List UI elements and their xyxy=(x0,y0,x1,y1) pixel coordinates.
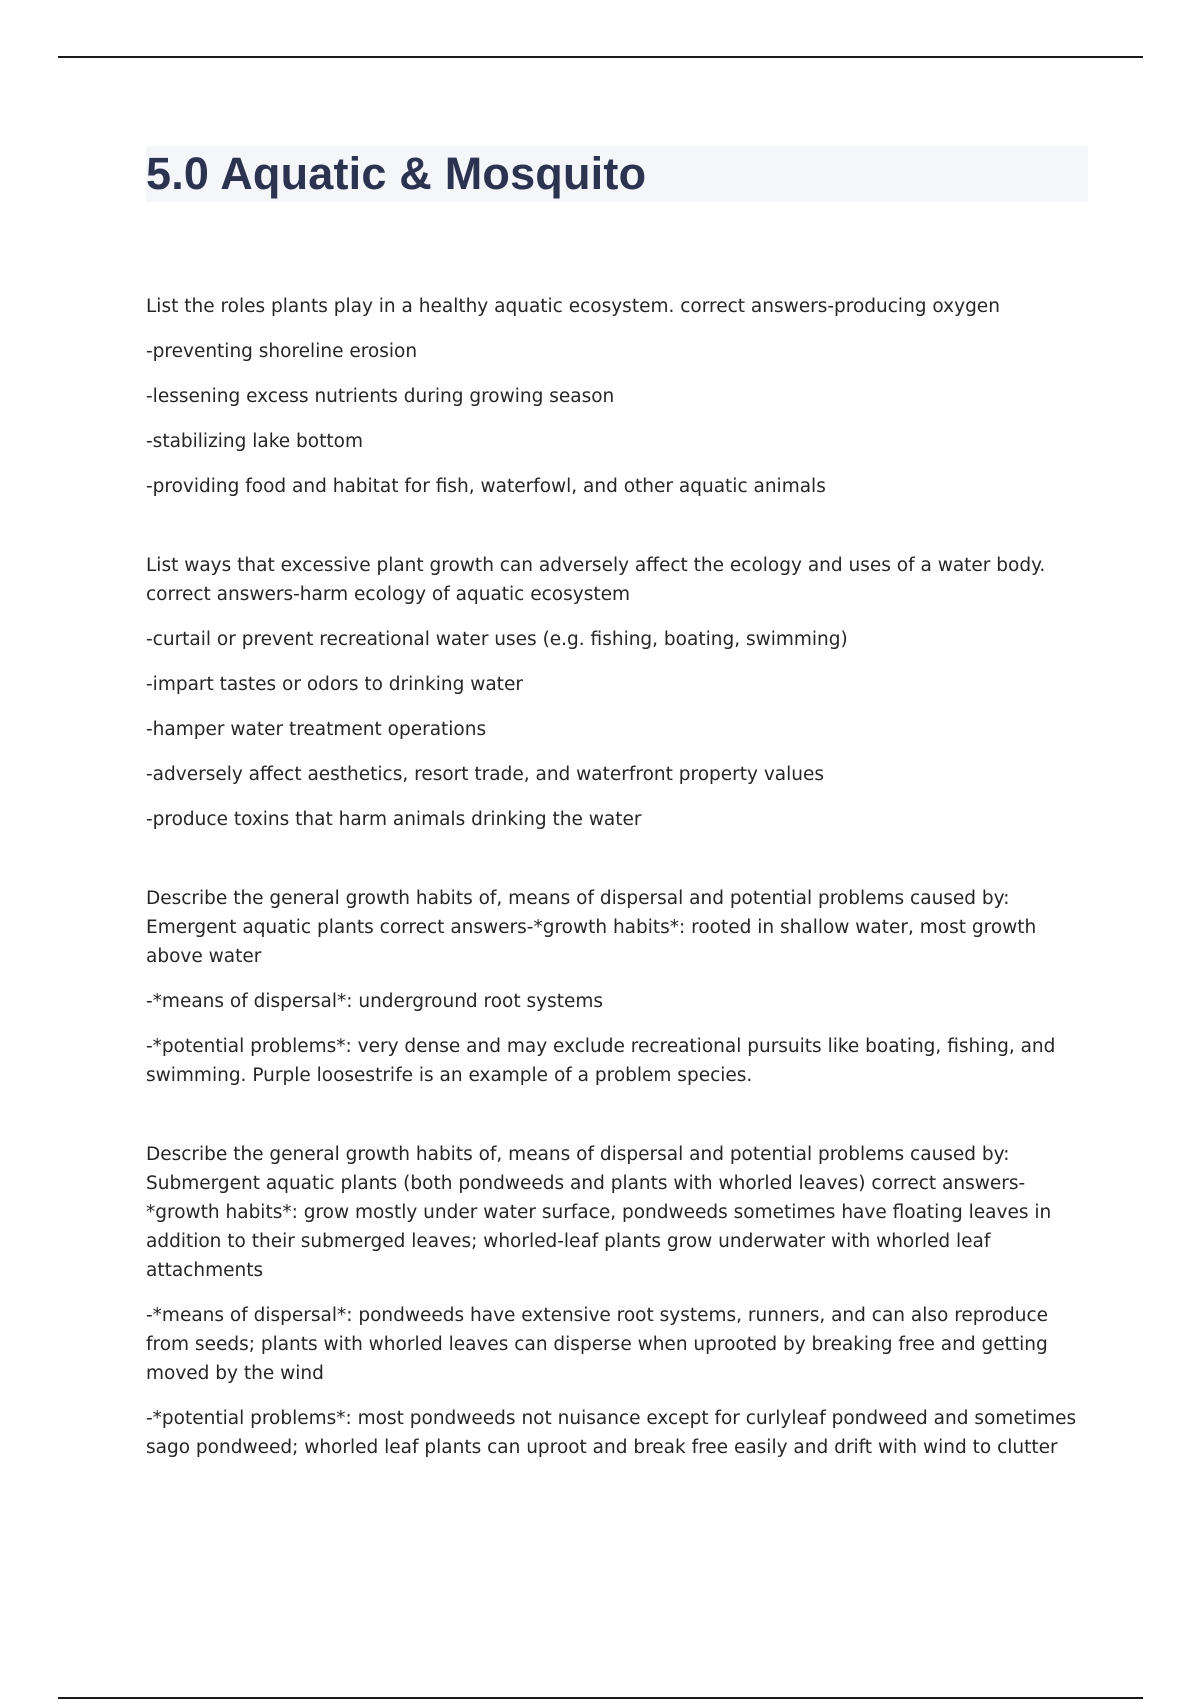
qa-paragraph: -providing food and habitat for fish, waterfowl, and other aquatic animals xyxy=(146,476,826,497)
qa-paragraph: List ways that excessive plant growth can adversely affect the ecology and uses of a water body. correct answers-harm ecology of aquatic ecosystem xyxy=(146,555,1046,605)
qa-paragraph: -adversely affect aesthetics, resort trade, and waterfront property values xyxy=(146,764,825,785)
qa-paragraph: -*means of dispersal*: pondweeds have extensive root systems, runners, and can also reproduce from seeds; plants with whorled leaves can disperse when uprooted by breaking free and getting moved by the wind xyxy=(146,1305,1049,1384)
document-body xyxy=(146,292,1086,1512)
qa-paragraph: Describe the general growth habits of, means of dispersal and potential problems caused by: Emergent aquatic plants correct answers-*growth habits*: rooted in shallow water, most growth above water xyxy=(146,888,1037,967)
qa-paragraph: -impart tastes or odors to drinking water xyxy=(146,674,523,695)
qa-paragraph: -*means of dispersal*: underground root systems xyxy=(146,991,604,1012)
qa-paragraph: -curtail or prevent recreational water uses (e.g. fishing, boating, swimming) xyxy=(146,629,848,650)
qa-paragraph: List the roles plants play in a healthy aquatic ecosystem. correct answers-producing oxygen xyxy=(146,296,1000,317)
qa-paragraph: -lessening excess nutrients during growing season xyxy=(146,386,615,407)
qa-paragraph: -stabilizing lake bottom xyxy=(146,431,363,452)
qa-paragraph: -*potential problems*: most pondweeds not nuisance except for curlyleaf pondweed and sometimes sago pondweed; whorled leaf plants can uproot and break free easily and drift with wind to clutter xyxy=(146,1408,1077,1458)
qa-block xyxy=(146,1140,1086,1462)
qa-block xyxy=(146,551,1086,834)
qa-paragraph: -preventing shoreline erosion xyxy=(146,341,418,362)
page-title: 5.0 Aquatic & Mosquito xyxy=(146,148,647,199)
qa-block xyxy=(146,884,1086,1090)
bottom-rule xyxy=(58,1697,1143,1699)
top-rule xyxy=(58,56,1143,58)
qa-paragraph: -*potential problems*: very dense and may exclude recreational pursuits like boating, fishing, and swimming. Purple loosestrife is an example of a problem species. xyxy=(146,1036,1056,1086)
qa-paragraph: -hamper water treatment operations xyxy=(146,719,487,740)
qa-paragraph: -produce toxins that harm animals drinking the water xyxy=(146,809,642,830)
qa-paragraph: Describe the general growth habits of, means of dispersal and potential problems caused by: Submergent aquatic plants (both pondweeds and plants with whorled leaves) correct answers-*growth habits*: grow mostly under water surface, pondweeds sometimes have floating leaves in addition to their submerged leaves; whorled-leaf plants grow underwater with whorled leaf attachments xyxy=(146,1144,1052,1281)
qa-block xyxy=(146,292,1086,501)
